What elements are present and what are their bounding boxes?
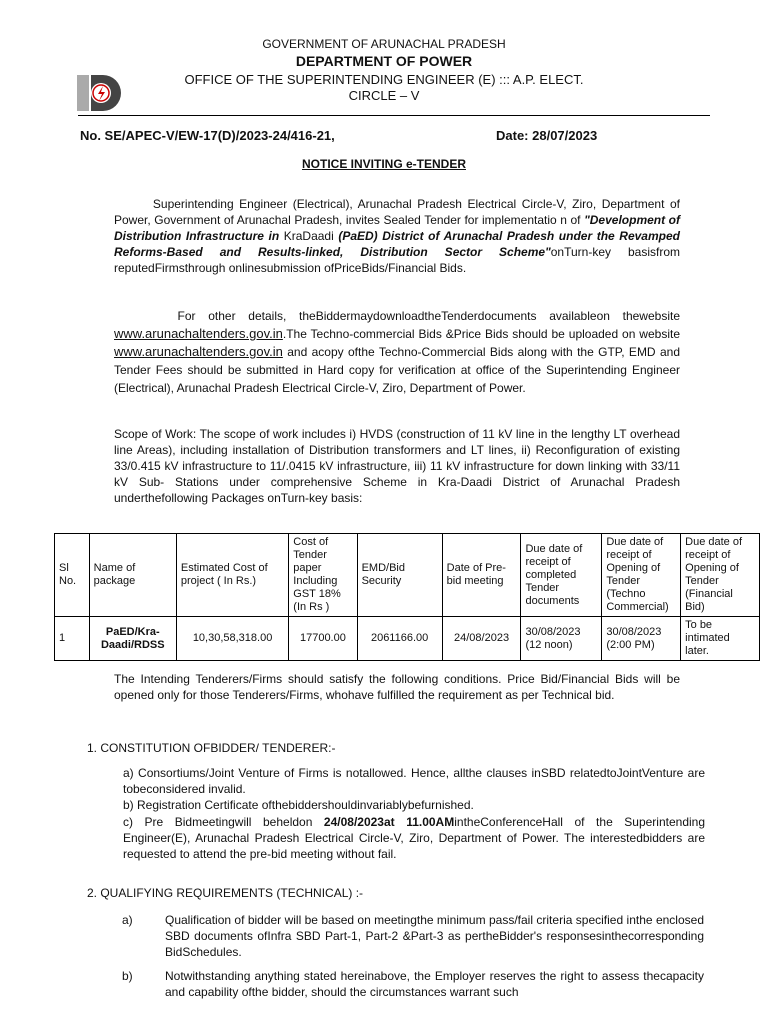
cell-package-name: PaED/Kra-Daadi/RDSS [89, 617, 176, 661]
clause-a-text: Qualification of bidder will be based on meetingthe minimum pass/fail criteria specified inthe enclosed SBD documents ofInfra SBD Part-1, Part-2 &Part-3 as pertheBidder's responsesinthecorresponding BidSchedules. [165, 913, 704, 959]
tender-packages-table [54, 533, 760, 661]
cell-emd: 2061166.00 [357, 617, 442, 661]
header-due-completed: Due date of receipt of completed Tender documents [521, 534, 602, 617]
details-text-b: .The Techno-commercial Bids &Price Bids should be uploaded on website [282, 327, 680, 341]
department-heading: DEPARTMENT OF POWER [295, 53, 473, 69]
cell-prebid-date: 24/08/2023 [442, 617, 521, 661]
department-logo-icon [77, 73, 121, 113]
office-heading-line2: CIRCLE – V [348, 88, 420, 103]
header-tender-paper-cost: Cost of Tender paper Including GST 18% (In Rs ) [289, 534, 357, 617]
details-text-a: For other details, theBiddermaydownloadtheTenderdocuments availableon thewebsite [177, 309, 680, 323]
tender-website-link-2[interactable]: www.arunachaltenders.gov.in [114, 344, 283, 359]
header-emd: EMD/Bid Security [357, 534, 442, 617]
project-place: KraDaadi [283, 229, 334, 243]
header-divider [78, 115, 710, 116]
section-2-title: 2. QUALIFYING REQUIREMENTS (TECHNICAL) :- [87, 886, 364, 900]
clause-a-label: a) [122, 913, 133, 927]
table-row [55, 617, 760, 661]
notice-date: Date: 28/07/2023 [496, 128, 598, 143]
section-1-clause-c [123, 814, 705, 862]
project-name-part2: (PaED) District of Arunachal Pradesh under the Revamped Reforms-Based and Results-linked, Distribution Sector Scheme" [114, 229, 680, 259]
invitation-tail: onTurn-key basisfrom reputedFirmsthrough onlinesubmission ofPriceBids/Financial Bids. [114, 245, 681, 275]
cell-estimated-cost: 10,30,58,318.00 [176, 617, 288, 661]
clause-c-pre: c) Pre Bidmeetingwill beheldon [123, 815, 324, 829]
header-due-financial: Due date of receipt of Opening of Tender (Financial Bid) [681, 534, 760, 617]
cell-due-completed: 30/08/2023 (12 noon) [521, 617, 602, 661]
invitation-paragraph [114, 196, 680, 276]
tender-website-link-1[interactable]: www.arunachaltenders.gov.in [114, 326, 283, 341]
cell-tender-paper-cost: 17700.00 [289, 617, 357, 661]
cell-sl-no: 1 [55, 617, 90, 661]
header-estimated-cost: Estimated Cost of project ( In Rs.) [176, 534, 288, 617]
office-heading-line1: OFFICE OF THE SUPERINTENDING ENGINEER (E) ::: A.P. ELECT. [184, 72, 584, 87]
details-text-c: and acopy ofthe Techno-Commercial Bids along with the GTP, EMD and Tender Fees should be submitted in Hard copy for verification at office of the Superintending Engineer (Electrical), Arunachal Pradesh Electrical Circle-V, Ziro, Department of Power. [114, 345, 680, 395]
header-sl-no: Sl No. [55, 534, 90, 617]
header-package-name: Name of package [89, 534, 176, 617]
reference-number: No. SE/APEC-V/EW-17(D)/2023-24/416-21, [80, 128, 335, 143]
clause-c-post: intheConferenceHall of the Superintending Engineer(E), Arunachal Pradesh Electrical Circle-V, Ziro, Department of Power. The interestedbidders are requested to attend the pre-bid meeting without fail. [123, 815, 706, 861]
section-1-clause-b: b) Registration Certificate ofthebiddershouldinvariablybefurnished. [123, 798, 474, 812]
table-header-row [55, 534, 760, 617]
clause-b-label: b) [122, 969, 133, 983]
notice-title: NOTICE INVITING e-TENDER [301, 157, 466, 171]
cell-due-financial: To be intimated later. [681, 617, 760, 661]
conditions-paragraph: The Intending Tenderers/Firms should satisfy the following conditions. Price Bid/Financial Bids will be opened only for those Tenderers/Firms, whohave fulfilled the requirement as per Technical bid. [114, 672, 680, 702]
header-prebid-date: Date of Pre-bid meeting [442, 534, 521, 617]
cell-due-techno: 30/08/2023 (2:00 PM) [602, 617, 681, 661]
clause-b-text: Notwithstanding anything stated hereinabove, the Employer reserves the right to assess thecapacity and capability ofthe bidder, should the circumstances warrant such [165, 969, 704, 999]
section-1-title: 1. CONSTITUTION OFBIDDER/ TENDERER:- [87, 741, 336, 755]
scope-of-work-paragraph: Scope of Work: The scope of work includes i) HVDS (construction of 11 kV line in the lengthy LT overhead line Areas), including installation of Distribution transformers and LT lines, ii) Reconfiguration of existing 33/0.415 kV infrastructure to 11/.0415 kV infrastructure, iii) 11 kV infrastructure for down linking with 33/11 kV Sub- Stations under comprehensive Scheme in Kra-Daadi District of Arunachal Pradesh underthefollowing Packages onTurn-key basis: [114, 427, 680, 505]
government-heading: GOVERNMENT OF ARUNACHAL PRADESH [262, 37, 506, 51]
invitation-intro: Superintending Engineer (Electrical), Arunachal Pradesh Electrical Circle-V, Ziro, Department of Power, Government of Arunachal Pradesh, invites Sealed Tender for implementatio n of [114, 197, 680, 227]
section-1-clause-a: a) Consortiums/Joint Venture of Firms is notallowed. Hence, allthe clauses inSBD relatedtoJointVenture are tobeconsidered invalid. [123, 766, 705, 796]
project-name-part1: "Development of Distribution Infrastructure in [114, 213, 681, 243]
prebid-datetime: 24/08/2023at 11.00AM [323, 815, 455, 829]
details-paragraph [114, 307, 680, 397]
header-due-techno: Due date of receipt of Opening of Tender (Techno Commercial) [602, 534, 681, 617]
